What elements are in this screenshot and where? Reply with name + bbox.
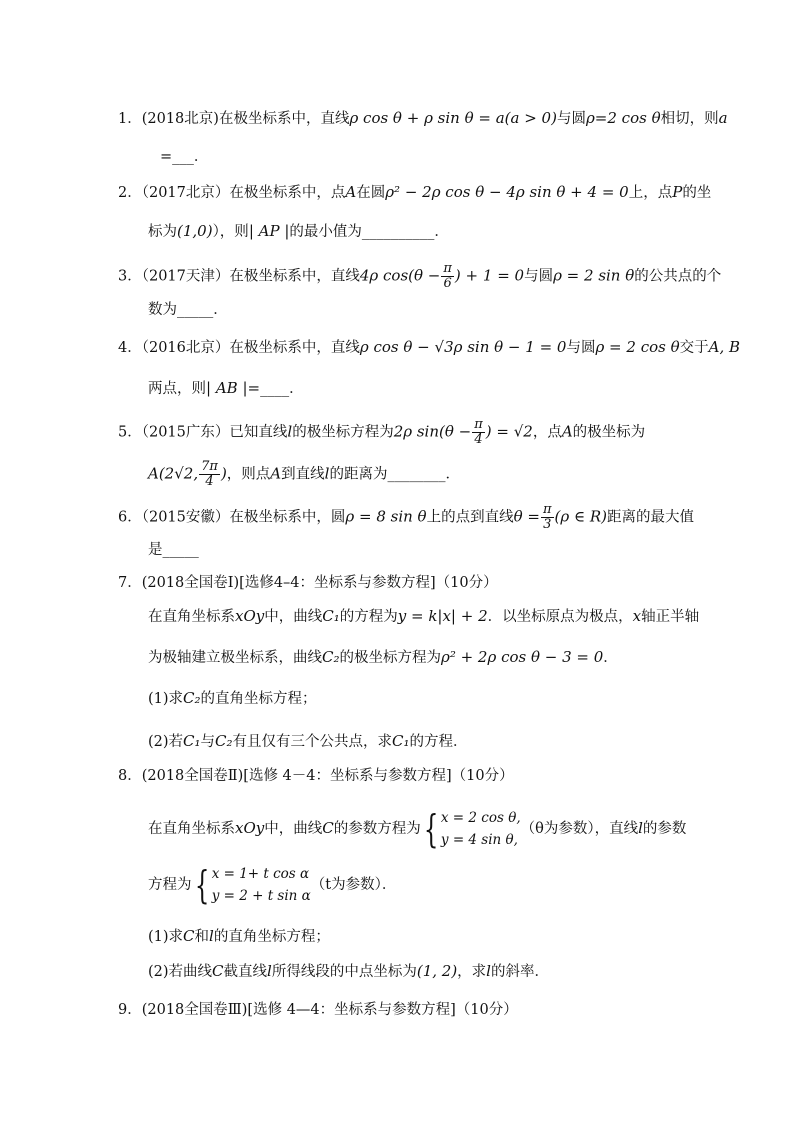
fraction: $\frac{\pi}{3}$ [542, 502, 552, 532]
left-brace: { [423, 807, 439, 851]
problem-1-line-1: 1．(2018北京)在极坐标系中，直线ρ cos θ + ρ sin θ = a(a > 0)与圆ρ=2 cos θ相切，则a [118, 109, 728, 127]
problem-6-line-1: 6．（2015安徽）在极坐标系中，圆ρ = 8 sin θ上的点到直线θ = $\frac{\pi}{3}$ (ρ ∈ R)距离的最大值 [118, 502, 694, 532]
problem-6-line-2: 是_____ [148, 542, 199, 558]
problem-4-line-2: 两点，则| AB |=____． [148, 379, 304, 397]
problem-7-line-2: 为极轴建立极坐标系，曲线C₂的极坐标方程为ρ² + 2ρ cos θ − 3 = 0． [148, 648, 618, 666]
math-expression: ρ=2 cos θ [585, 109, 661, 127]
problem-7-question-1: (1)求C₂的直角坐标方程； [148, 689, 317, 707]
problem-2-line-2: 标为(1,0)），则| AP |的最小值为__________． [148, 222, 449, 240]
problem-8-line-1: 在直角坐标系xOy中，曲线C的参数方程为{ x = 2 cos θ, y = 4 sin θ, （θ为参数），直线l的参数 [148, 807, 687, 851]
problem-7-line-1: 在直角坐标系xOy中，曲线C₁的方程为y = k|x| + 2．以坐标原点为极点，x轴正半轴 [148, 607, 700, 625]
fraction: $\frac{7\pi}{4}$ [201, 459, 218, 489]
problem-7-question-2: (2)若C₁与C₂有且仅有三个公共点，求C₁的方程． [148, 732, 468, 750]
equation-system: x = 2 cos θ, y = 4 sin θ, [440, 810, 521, 848]
math-expression: 2ρ sin(θ − [393, 422, 472, 441]
problem-4-line-1: 4．（2016北京）在极坐标系中，直线ρ cos θ − √3ρ sin θ − 1 = 0与圆ρ = 2 cos θ交于A, B [118, 338, 741, 356]
problem-5-line-2: A(2√2, $\frac{7\pi}{4}$ )，则点A到直线l的距离为________． [148, 459, 460, 489]
problem-2-line-1: 2．（2017北京）在极坐标系中，点A在圆ρ² − 2ρ cos θ − 4ρ sin θ + 4 = 0上，点P的坐 [118, 183, 712, 201]
fraction: $\frac{\pi}{4}$ [474, 417, 483, 447]
problem-3-line-2: 数为_____． [148, 302, 228, 318]
problem-3-line-1: 3．（2017天津）在极坐标系中，直线4ρ cos(θ − $\frac{\pi}{6}$ ) + 1 = 0与圆ρ = 2 sin θ的公共点的个 [118, 261, 722, 291]
math-expression: ρ² − 2ρ cos θ − 4ρ sin θ + 4 = 0 [385, 183, 629, 201]
equation-system: x = 1+ t cos α y = 2 + t sin α [211, 866, 311, 904]
problem-7-heading: 7．(2018全国卷Ⅰ)[选修4–4：坐标系与参数方程]（10分） [118, 575, 498, 591]
problem-8-question-2: (2)若曲线C截直线l所得线段的中点坐标为(1, 2)，求l的斜率． [148, 962, 549, 980]
problem-9-heading: 9．(2018全国卷Ⅲ)[选修 4—4：坐标系与参数方程]（10分） [118, 1002, 518, 1018]
problem-8-question-1: (1)求C和l的直角坐标方程； [148, 927, 330, 945]
math-expression: ρ cos θ − √3ρ sin θ − 1 = 0 [359, 338, 567, 356]
fraction: $\frac{\pi}{6}$ [443, 261, 452, 291]
problem-8-line-2: 方程为{ x = 1+ t cos α y = 2 + t sin α （t为参数）． [148, 863, 397, 907]
problem-1-line-2: =___． [160, 149, 209, 165]
left-brace: { [194, 863, 209, 907]
problem-8-heading: 8．(2018全国卷Ⅱ)[选修 4－4：坐标系与参数方程]（10分） [118, 768, 514, 784]
math-expression: 4ρ cos(θ − [359, 266, 441, 285]
problem-5-line-1: 5．（2015广东）已知直线l的极坐标方程为2ρ sin(θ − $\frac{\pi}{4}$ ) = √2，点A的极坐标为 [118, 417, 646, 447]
math-expression: ρ cos θ + ρ sin θ = a(a > 0) [349, 109, 557, 127]
